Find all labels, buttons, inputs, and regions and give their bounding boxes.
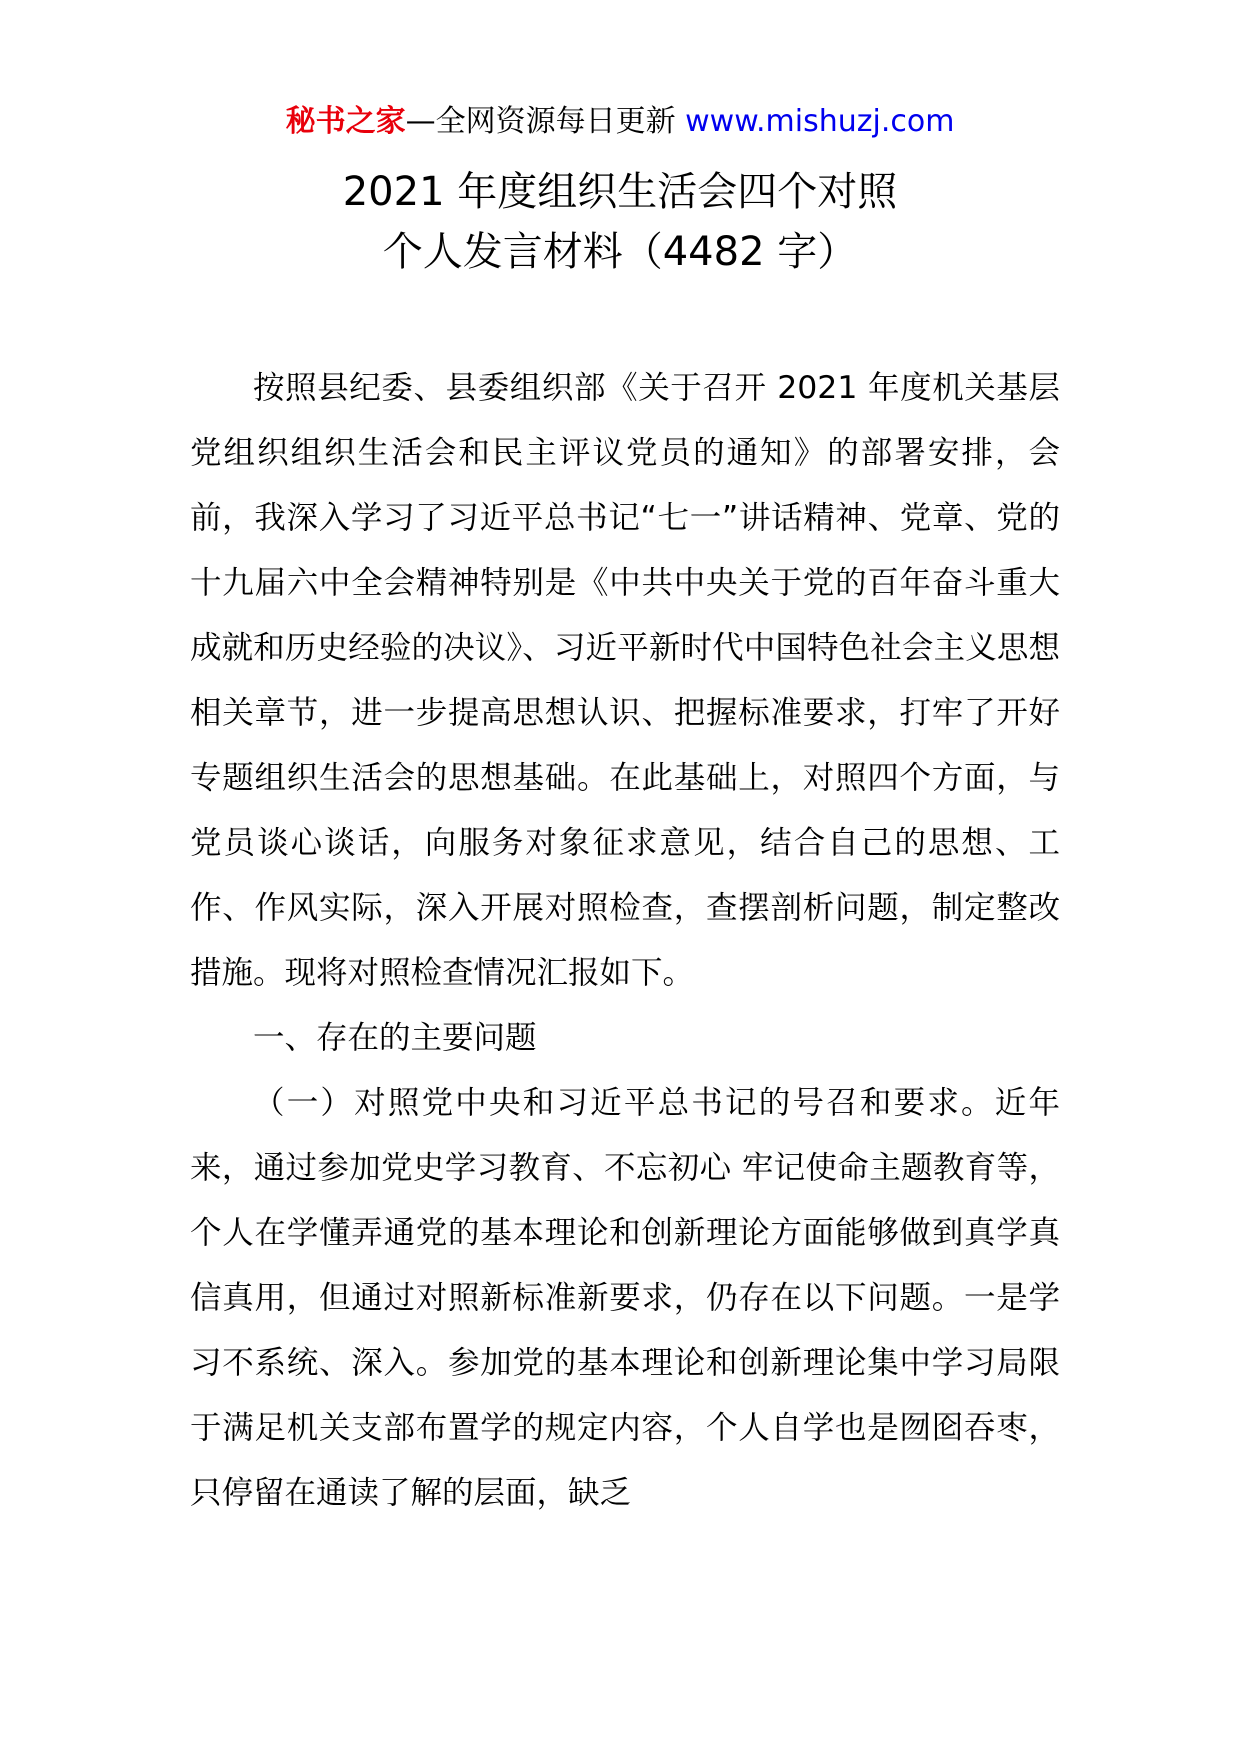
brand-name: 秘书之家	[285, 104, 406, 139]
title-line-1: 2021 年度组织生活会四个对照	[342, 169, 898, 215]
document-title	[0, 162, 1240, 282]
intro-paragraph: 按照县纪委、县委组织部《关于召开 2021 年度机关基层党组织组织生活会和民主评议党员的通知》的部署安排，会前，我深入学习了习近平总书记“七一”讲话精神、党章、党的十九届六中全会精神特别是《中共中央关于党的百年奋斗重大成就和历史经验的决议》、习近平新时代中国特色社会主义思想相关章节，进一步提高思想认识、把握标准要求，打牢了开好专题组织生活会的思想基础。在此基础上，对照四个方面，与党员谈心谈话，向服务对象征求意见，结合自己的思想、工作、作风实际，深入开展对照检查，查摆剖析问题，制定整改措施。现将对照检查情况汇报如下。	[190, 370, 1060, 991]
site-url-link[interactable]: www.mishuzj.com	[685, 104, 955, 139]
section-heading: 一、存在的主要问题	[253, 1020, 537, 1056]
site-banner	[0, 100, 1240, 144]
banner-tagline: —全网资源每日更新	[405, 104, 686, 139]
document-body	[190, 356, 1060, 1526]
title-line-2: 个人发言材料（4482 字）	[382, 229, 858, 275]
subsection-paragraph: （一）对照党中央和习近平总书记的号召和要求。近年来，通过参加党史学习教育、不忘初心 牢记使命主题教育等，个人在学懂弄通党的基本理论和创新理论方面能够做到真学真信真用，但通过对照新标准新要求，仍存在以下问题。一是学习不系统、深入。参加党的基本理论和创新理论集中学习局限于满足机关支部布置学的规定内容，个人自学也是囫囵吞枣，只停留在通读了解的层面，缺乏	[190, 1085, 1060, 1511]
